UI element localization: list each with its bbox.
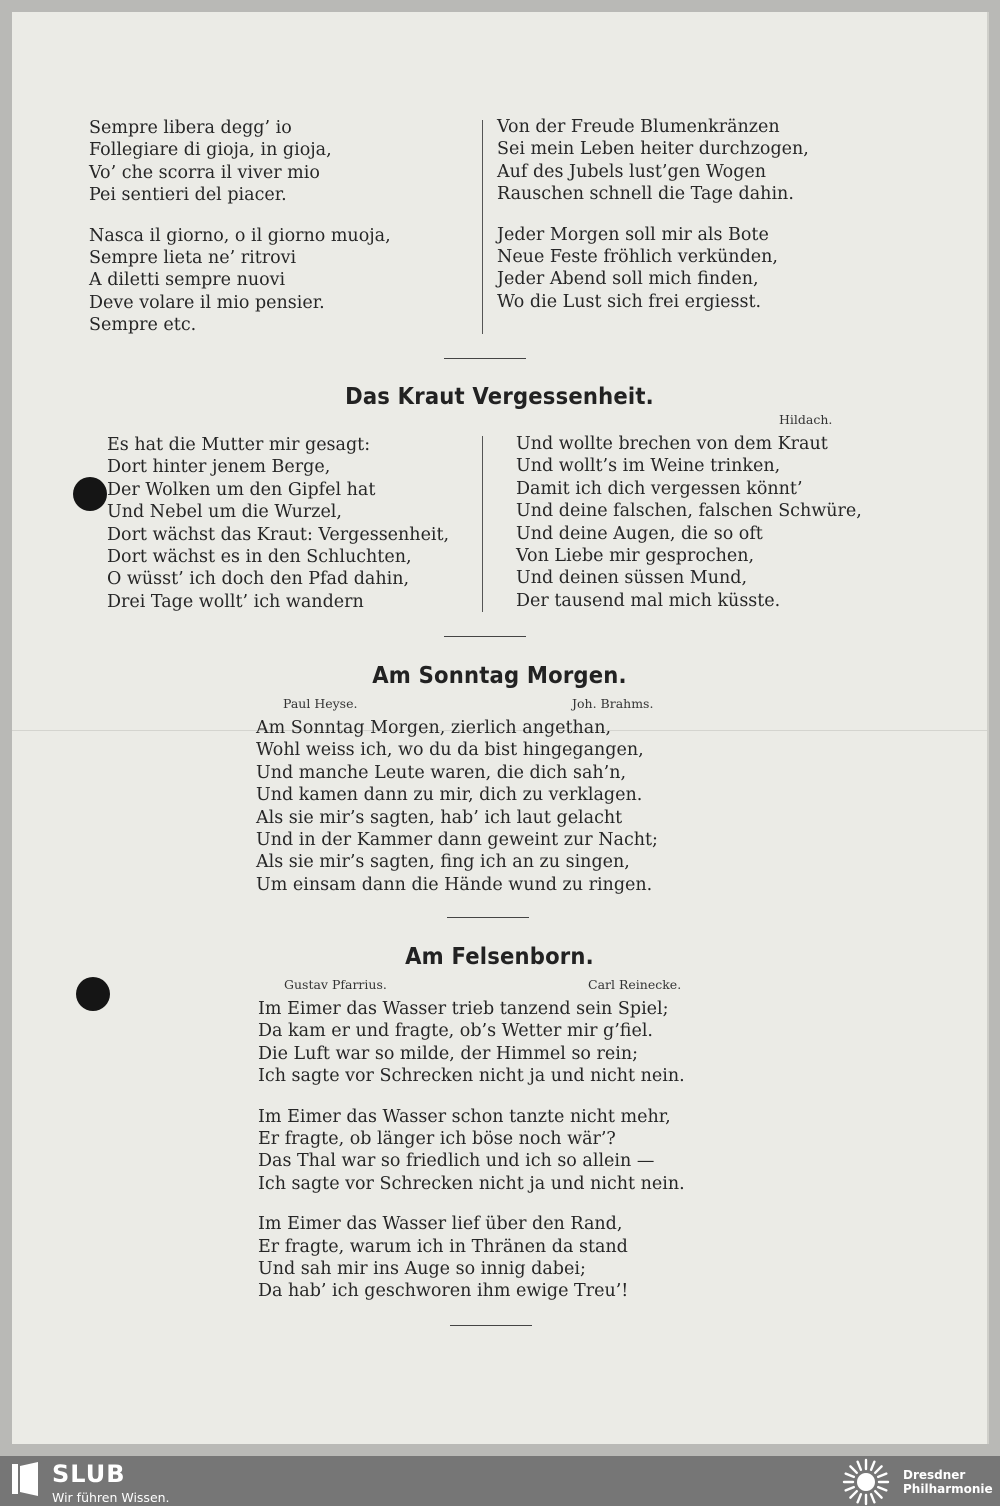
stanza	[258, 1213, 685, 1303]
verse-line: Und wollte brechen von dem Kraut	[516, 434, 828, 454]
verse-line: Im Eimer das Wasser schon tanzte nicht mehr,	[258, 1106, 671, 1127]
verse-line: Der tausend mal mich küsste.	[516, 590, 781, 611]
verse-line: Ich sagte vor Schrecken nicht ja und nicht nein.	[258, 1066, 685, 1087]
verse-line: Deve volare il mio pensier.	[89, 292, 325, 313]
philharmonie-logo-icon	[842, 1458, 890, 1506]
punch-hole	[73, 477, 107, 511]
song-title: Das Kraut Vergessenheit.	[345, 384, 654, 410]
verse-line: Und manche Leute waren, die dich sah’n,	[256, 762, 627, 783]
stanza	[497, 224, 809, 314]
verse-line: Drei Tage wollt’ ich wandern	[107, 591, 364, 612]
verse-line: Als sie mir’s sagten, fing ich an zu singen,	[256, 852, 630, 873]
verse-line: Als sie mir’s sagten, hab’ ich laut gelacht	[256, 807, 623, 828]
verse-line: Dort hinter jenem Berge,	[107, 457, 331, 478]
verse-line: Da kam er und fragte, ob’s Wetter mir g’fiel.	[258, 1021, 653, 1042]
column-divider	[482, 120, 483, 334]
verse-line: A diletti sempre nuovi	[89, 270, 286, 291]
verse-line: Neue Feste fröhlich verkünden,	[497, 247, 778, 268]
section-separator	[450, 1325, 532, 1326]
stanza	[89, 117, 391, 207]
poet-credit: Paul Heyse.	[283, 696, 358, 711]
composer-credit: Carl Reinecke.	[588, 977, 682, 992]
verse-line: Am Sonntag Morgen, zierlich angethan,	[256, 718, 612, 738]
verse-line: Er fragte, warum ich in Thränen da stand	[258, 1236, 628, 1257]
section2-left-text	[107, 434, 449, 613]
verse-line: Damit ich dich vergessen könnt’	[516, 478, 803, 499]
verse-line: Ich sagte vor Schrecken nicht ja und nicht nein.	[258, 1173, 685, 1194]
slub-tagline: Wir führen Wissen.	[52, 1490, 170, 1505]
verse-line: Das Thal war so friedlich und ich so allein —	[258, 1151, 655, 1172]
song-title: Am Felsenborn.	[405, 944, 594, 970]
philharmonie-logo-text	[903, 1468, 993, 1496]
stanza	[497, 116, 809, 206]
verse-line: Es hat die Mutter mir gesagt:	[107, 435, 371, 455]
section-separator	[447, 917, 529, 918]
verse-line: Rauschen schnell die Tage dahin.	[497, 184, 794, 205]
verse-line: Jeder Abend soll mich finden,	[497, 269, 759, 290]
verse-line: Follegiare di gioja, in gioja,	[89, 140, 332, 161]
stanza	[258, 998, 685, 1088]
verse-line: Die Luft war so milde, der Himmel so rein;	[258, 1043, 639, 1064]
section-separator	[444, 358, 526, 359]
verse-line: Und deine Augen, die so oft	[516, 523, 763, 544]
verse-line: Und Nebel um die Wurzel,	[107, 502, 342, 523]
verse-line: Vo’ che scorra il viver mio	[89, 162, 320, 183]
verse-line: Da hab’ ich geschworen ihm ewige Treu’!	[258, 1281, 629, 1302]
partner-name-line: Philharmonie	[903, 1482, 993, 1496]
verse-line: Von der Freude Blumenkränzen	[497, 117, 780, 137]
verse-line: Und deinen süssen Mund,	[516, 568, 748, 589]
verse-line: Der Wolken um den Gipfel hat	[107, 479, 376, 500]
verse-line: Um einsam dann die Hände wund zu ringen.	[256, 874, 653, 895]
verse-line: Pei sentieri del piacer.	[89, 185, 287, 206]
section2-right-text	[516, 433, 862, 612]
verse-line: Und wollt’s im Weine trinken,	[516, 456, 781, 477]
section-separator	[444, 636, 526, 637]
verse-line: Von Liebe mir gesprochen,	[516, 546, 755, 567]
verse-line: Nasca il giorno, o il giorno muoja,	[89, 225, 391, 246]
section4-text	[258, 998, 685, 1321]
song-title: Am Sonntag Morgen.	[372, 663, 627, 689]
partner-name-line: Dresdner	[903, 1468, 966, 1482]
verse-line: Er fragte, ob länger ich böse noch wär’?	[258, 1129, 616, 1150]
verse-line: Und deine falschen, falschen Schwüre,	[516, 501, 862, 522]
verse-line: Sempre libera degg’ io	[89, 118, 292, 138]
verse-line: Jeder Morgen soll mir als Bote	[497, 224, 769, 245]
slub-logo-text: SLUB	[52, 1460, 126, 1488]
verse-line: Und kamen dann zu mir, dich zu verklagen.	[256, 785, 643, 806]
verse-line: Dort wächst es in den Schluchten,	[107, 547, 412, 568]
stanza	[89, 225, 391, 337]
verse-line: Sempre lieta ne’ ritrovi	[89, 248, 297, 269]
section1-german-text	[497, 116, 809, 331]
composer-credit: Joh. Brahms.	[572, 696, 654, 711]
punch-hole	[76, 977, 110, 1011]
verse-line: Und sah mir ins Auge so innig dabei;	[258, 1259, 586, 1280]
verse-line: Sempre etc.	[89, 315, 197, 336]
slub-logo-icon	[12, 1462, 40, 1496]
verse-line: Auf des Jubels lust’gen Wogen	[497, 161, 767, 182]
verse-line: Und in der Kammer dann geweint zur Nacht;	[256, 830, 658, 851]
verse-line: Dort wächst das Kraut: Vergessenheit,	[107, 524, 450, 545]
stanza	[258, 1106, 685, 1196]
verse-line: Wo die Lust sich frei ergiesst.	[497, 291, 762, 312]
verse-line: Im Eimer das Wasser lief über den Rand,	[258, 1214, 623, 1235]
program-page	[12, 12, 989, 1444]
composer-credit: Hildach.	[779, 412, 833, 427]
verse-line: Wohl weiss ich, wo du da bist hingegangen,	[256, 740, 644, 761]
verse-line: O wüsst’ ich doch den Pfad dahin,	[107, 569, 410, 590]
footer-bar	[0, 1456, 1000, 1506]
column-divider	[482, 436, 483, 612]
verse-line: Im Eimer das Wasser trieb tanzend sein Spiel;	[258, 999, 669, 1019]
section1-italian-text	[89, 117, 391, 355]
poet-credit: Gustav Pfarrius.	[284, 977, 387, 992]
section3-text	[256, 717, 658, 896]
verse-line: Sei mein Leben heiter durchzogen,	[497, 139, 809, 160]
